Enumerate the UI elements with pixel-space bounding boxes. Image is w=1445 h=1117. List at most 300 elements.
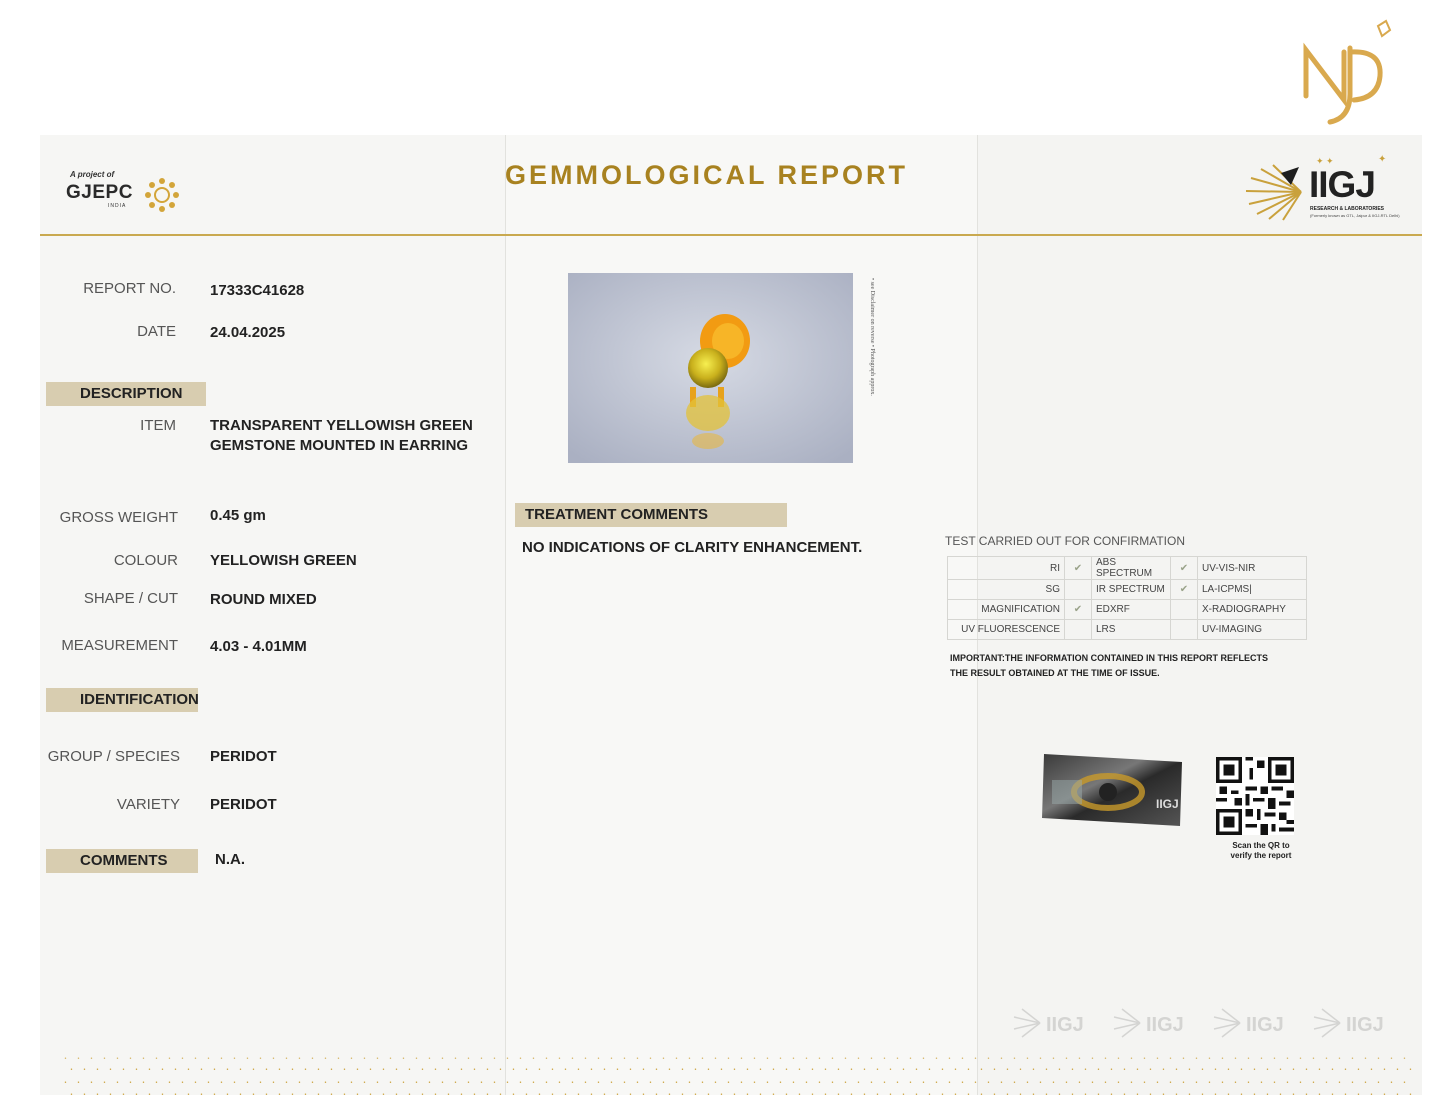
star-icon: • xyxy=(200,1092,203,1098)
star-icon: • xyxy=(1045,1067,1048,1073)
star-icon: • xyxy=(1312,1056,1315,1062)
star-icon: • xyxy=(623,1080,626,1086)
star-icon: • xyxy=(1214,1067,1217,1073)
star-icon: • xyxy=(655,1092,658,1098)
star-icon: • xyxy=(1039,1080,1042,1086)
measurement-label: MEASUREMENT xyxy=(61,637,178,654)
star-icon: • xyxy=(207,1080,210,1086)
star-icon: • xyxy=(1331,1092,1334,1098)
star-icon: • xyxy=(194,1056,197,1062)
star-icon: • xyxy=(1065,1056,1068,1062)
star-icon: • xyxy=(909,1080,912,1086)
star-icon: • xyxy=(766,1080,769,1086)
star-icon: • xyxy=(590,1067,593,1073)
star-icon: • xyxy=(727,1080,730,1086)
star-icon: • xyxy=(298,1080,301,1086)
gross-weight-label: GROSS WEIGHT xyxy=(59,509,178,526)
star-icon: • xyxy=(948,1080,951,1086)
star-icon: • xyxy=(402,1080,405,1086)
star-icon: • xyxy=(402,1056,405,1062)
star-icon: • xyxy=(551,1067,554,1073)
star-icon: • xyxy=(1188,1067,1191,1073)
star-icon: • xyxy=(129,1056,132,1062)
star-icon: • xyxy=(298,1056,301,1062)
star-icon: • xyxy=(649,1056,652,1062)
star-icon: • xyxy=(83,1092,86,1098)
star-icon: • xyxy=(941,1092,944,1098)
star-icon: • xyxy=(1221,1056,1224,1062)
star-icon: • xyxy=(486,1067,489,1073)
test-name: EDXRF xyxy=(1092,600,1171,620)
star-icon: • xyxy=(818,1056,821,1062)
star-icon: • xyxy=(564,1067,567,1073)
iigj-star-icon: ✦ xyxy=(1378,154,1387,165)
header-divider xyxy=(40,234,1422,236)
test-name: RI xyxy=(948,557,1065,580)
star-icon: • xyxy=(857,1080,860,1086)
test-name: UV-IMAGING xyxy=(1198,620,1307,640)
star-icon: • xyxy=(70,1092,73,1098)
star-icon: • xyxy=(1110,1092,1113,1098)
star-icon: • xyxy=(1351,1080,1354,1086)
star-icon: • xyxy=(122,1092,125,1098)
star-icon: • xyxy=(1013,1080,1016,1086)
star-icon: • xyxy=(1026,1080,1029,1086)
star-icon: • xyxy=(681,1092,684,1098)
star-icon: • xyxy=(441,1080,444,1086)
star-icon: • xyxy=(850,1067,853,1073)
star-icon: • xyxy=(928,1067,931,1073)
star-icon: • xyxy=(1143,1080,1146,1086)
star-icon: • xyxy=(382,1092,385,1098)
star-icon: • xyxy=(922,1080,925,1086)
star-icon: • xyxy=(1383,1067,1386,1073)
star-icon: • xyxy=(935,1056,938,1062)
star-icon: • xyxy=(428,1080,431,1086)
star-icon: • xyxy=(324,1080,327,1086)
star-icon: • xyxy=(96,1092,99,1098)
star-icon: • xyxy=(174,1067,177,1073)
iigj-watermark-icon xyxy=(1110,1005,1200,1041)
item-value-line1: TRANSPARENT YELLOWISH GREEN xyxy=(210,417,473,434)
star-icon: • xyxy=(980,1067,983,1073)
star-icon: • xyxy=(356,1067,359,1073)
star-icon: • xyxy=(1006,1092,1009,1098)
star-icon: • xyxy=(486,1092,489,1098)
star-icon: • xyxy=(974,1080,977,1086)
star-icon: • xyxy=(551,1092,554,1098)
star-icon: • xyxy=(662,1080,665,1086)
colour-value: YELLOWISH GREEN xyxy=(210,552,357,569)
star-icon: • xyxy=(941,1067,944,1073)
star-icon: • xyxy=(642,1067,645,1073)
iigj-watermark-icon xyxy=(1310,1005,1400,1041)
star-icon: • xyxy=(1253,1092,1256,1098)
star-icon: • xyxy=(967,1067,970,1073)
star-icon: • xyxy=(532,1056,535,1062)
star-icon: • xyxy=(545,1080,548,1086)
star-icon: • xyxy=(109,1092,112,1098)
colour-label: COLOUR xyxy=(113,552,178,569)
star-icon: • xyxy=(1084,1092,1087,1098)
star-icon: • xyxy=(759,1092,762,1098)
star-icon: • xyxy=(1097,1067,1100,1073)
star-icon: • xyxy=(519,1056,522,1062)
star-icon: • xyxy=(395,1092,398,1098)
star-icon: • xyxy=(668,1067,671,1073)
star-icon: • xyxy=(148,1067,151,1073)
star-icon: • xyxy=(707,1092,710,1098)
star-icon: • xyxy=(1279,1067,1282,1073)
star-icon: • xyxy=(213,1092,216,1098)
variety-value: PERIDOT xyxy=(210,796,277,813)
star-icon: • xyxy=(779,1080,782,1086)
star-icon: • xyxy=(70,1067,73,1073)
star-icon: • xyxy=(1052,1080,1055,1086)
date-value: 24.04.2025 xyxy=(210,324,286,341)
gjepc-name: GJEPC xyxy=(66,182,133,203)
star-icon: • xyxy=(233,1080,236,1086)
star-icon: • xyxy=(103,1080,106,1086)
star-icon: • xyxy=(584,1056,587,1062)
test-name: SG xyxy=(948,580,1065,600)
star-icon: • xyxy=(135,1067,138,1073)
star-icon: • xyxy=(226,1067,229,1073)
test-name: UV-VIS-NIR xyxy=(1198,557,1307,580)
star-icon: • xyxy=(135,1092,138,1098)
star-icon: • xyxy=(675,1056,678,1062)
star-icon: • xyxy=(428,1056,431,1062)
star-icon: • xyxy=(1065,1080,1068,1086)
star-icon: • xyxy=(1195,1056,1198,1062)
star-icon: • xyxy=(993,1092,996,1098)
star-icon: • xyxy=(883,1080,886,1086)
check-icon: ✔ xyxy=(1171,580,1198,600)
svg-text:• see Disclaimer on reverse •: • see Disclaimer on reverse • Photograph approx. xyxy=(869,278,875,396)
star-icon: • xyxy=(740,1080,743,1086)
star-icon: • xyxy=(64,1080,67,1086)
star-icon: • xyxy=(1344,1092,1347,1098)
star-icon: • xyxy=(688,1056,691,1062)
star-icon: • xyxy=(252,1067,255,1073)
star-icon: • xyxy=(870,1080,873,1086)
star-icon: • xyxy=(415,1080,418,1086)
star-icon: • xyxy=(655,1067,658,1073)
star-icon: • xyxy=(1247,1080,1250,1086)
test-name: MAGNIFICATION xyxy=(948,600,1065,620)
star-icon: • xyxy=(811,1067,814,1073)
star-icon: • xyxy=(473,1092,476,1098)
star-icon: • xyxy=(850,1092,853,1098)
star-icon: • xyxy=(532,1080,535,1086)
star-icon: • xyxy=(876,1092,879,1098)
star-icon: • xyxy=(246,1056,249,1062)
star-icon: • xyxy=(519,1080,522,1086)
group-species-label: GROUP / SPECIES xyxy=(47,748,180,765)
star-icon: • xyxy=(1234,1080,1237,1086)
star-icon: • xyxy=(434,1067,437,1073)
star-icon: • xyxy=(1052,1056,1055,1062)
item-label: ITEM xyxy=(140,417,176,434)
star-icon: • xyxy=(1156,1056,1159,1062)
comments-value: N.A. xyxy=(215,851,245,868)
star-icon: • xyxy=(1390,1080,1393,1086)
star-icon: • xyxy=(1097,1092,1100,1098)
star-icon: • xyxy=(629,1092,632,1098)
star-icon: • xyxy=(1299,1056,1302,1062)
star-icon: • xyxy=(376,1080,379,1086)
star-icon: • xyxy=(961,1080,964,1086)
star-icon: • xyxy=(675,1080,678,1086)
check-icon: ✔ xyxy=(1171,557,1198,580)
star-icon: • xyxy=(798,1067,801,1073)
star-icon: • xyxy=(382,1067,385,1073)
star-icon: • xyxy=(688,1080,691,1086)
star-icon: • xyxy=(142,1080,145,1086)
shape-cut-value: ROUND MIXED xyxy=(210,591,317,608)
star-icon: • xyxy=(922,1056,925,1062)
star-icon: • xyxy=(1403,1056,1406,1062)
star-icon: • xyxy=(772,1092,775,1098)
star-icon: • xyxy=(408,1067,411,1073)
star-icon: • xyxy=(1136,1067,1139,1073)
star-icon: • xyxy=(610,1056,613,1062)
star-icon: • xyxy=(733,1067,736,1073)
iigj-watermark-icon xyxy=(1010,1005,1100,1041)
date-label: DATE xyxy=(137,323,176,340)
star-icon: • xyxy=(844,1080,847,1086)
star-icon: • xyxy=(987,1080,990,1086)
star-icon: • xyxy=(1266,1092,1269,1098)
star-icon: • xyxy=(181,1080,184,1086)
star-icon: • xyxy=(558,1080,561,1086)
star-icon: • xyxy=(1195,1080,1198,1086)
star-icon: • xyxy=(272,1056,275,1062)
star-icon: • xyxy=(863,1092,866,1098)
measurement-value: 4.03 - 4.01MM xyxy=(210,638,307,655)
hologram-seal-icon xyxy=(1038,750,1186,828)
star-icon: • xyxy=(707,1067,710,1073)
test-name: X-RADIOGRAPHY xyxy=(1198,600,1307,620)
item-value-line2: GEMSTONE MOUNTED IN EARRING xyxy=(210,437,469,454)
star-icon: • xyxy=(96,1067,99,1073)
star-icon: • xyxy=(116,1080,119,1086)
star-icon: • xyxy=(1104,1080,1107,1086)
fold-line-left xyxy=(505,135,506,1095)
star-icon: • xyxy=(447,1092,450,1098)
star-icon: • xyxy=(1058,1092,1061,1098)
star-icon: • xyxy=(304,1092,307,1098)
star-icon: • xyxy=(1078,1056,1081,1062)
star-icon: • xyxy=(954,1092,957,1098)
star-icon: • xyxy=(746,1067,749,1073)
star-icon: • xyxy=(1273,1056,1276,1062)
star-icon: • xyxy=(948,1056,951,1062)
star-icon: • xyxy=(1000,1080,1003,1086)
star-icon: • xyxy=(389,1056,392,1062)
table-row xyxy=(948,557,1307,580)
star-icon: • xyxy=(805,1056,808,1062)
star-icon: • xyxy=(473,1067,476,1073)
star-icon: • xyxy=(538,1067,541,1073)
star-icon: • xyxy=(512,1092,515,1098)
star-icon: • xyxy=(1175,1092,1178,1098)
star-icon: • xyxy=(772,1067,775,1073)
star-icon: • xyxy=(1013,1056,1016,1062)
star-icon: • xyxy=(915,1067,918,1073)
iigj-watermark-icon xyxy=(1210,1005,1300,1041)
star-icon: • xyxy=(577,1092,580,1098)
star-icon: • xyxy=(831,1056,834,1062)
iigj-subtitle: RESEARCH & LABORATORIES xyxy=(1310,206,1384,212)
photo-disclaimer-note xyxy=(862,278,874,433)
star-icon: • xyxy=(161,1092,164,1098)
star-icon: • xyxy=(291,1067,294,1073)
star-icon: • xyxy=(662,1056,665,1062)
star-icon: • xyxy=(590,1092,593,1098)
star-icon: • xyxy=(759,1067,762,1073)
star-icon: • xyxy=(1208,1056,1211,1062)
star-icon: • xyxy=(1396,1092,1399,1098)
star-icon: • xyxy=(701,1056,704,1062)
qr-caption xyxy=(1228,841,1294,861)
star-icon: • xyxy=(395,1067,398,1073)
star-icon: • xyxy=(746,1092,749,1098)
star-icon: • xyxy=(454,1056,457,1062)
star-icon: • xyxy=(83,1067,86,1073)
star-icon: • xyxy=(239,1092,242,1098)
star-icon: • xyxy=(798,1092,801,1098)
qr-code-icon xyxy=(1216,757,1294,835)
iigj-sunburst-icon xyxy=(1243,163,1303,221)
star-icon: • xyxy=(694,1092,697,1098)
star-icon: • xyxy=(1156,1080,1159,1086)
star-icon: • xyxy=(1266,1067,1269,1073)
star-icon: • xyxy=(1162,1092,1165,1098)
star-icon: • xyxy=(1000,1056,1003,1062)
star-icon: • xyxy=(207,1056,210,1062)
decorative-star-border xyxy=(60,1052,1412,1098)
iigj-note: (Formerly known as GTL, Jaipur & IIGJ-RTL Delhi) xyxy=(1310,213,1400,218)
star-icon: • xyxy=(1299,1080,1302,1086)
star-icon: • xyxy=(863,1067,866,1073)
tests-title: TEST CARRIED OUT FOR CONFIRMATION xyxy=(945,534,1186,548)
star-icon: • xyxy=(1208,1080,1211,1086)
star-icon: • xyxy=(714,1080,717,1086)
star-icon: • xyxy=(1286,1080,1289,1086)
group-species-value: PERIDOT xyxy=(210,748,277,765)
star-icon: • xyxy=(480,1080,483,1086)
star-icon: • xyxy=(616,1092,619,1098)
star-icon: • xyxy=(1071,1067,1074,1073)
star-icon: • xyxy=(545,1056,548,1062)
star-icon: • xyxy=(792,1056,795,1062)
description-heading: DESCRIPTION xyxy=(46,382,206,406)
star-icon: • xyxy=(447,1067,450,1073)
table-row xyxy=(948,580,1307,600)
star-icon: • xyxy=(584,1080,587,1086)
star-icon: • xyxy=(805,1080,808,1086)
star-icon: • xyxy=(603,1067,606,1073)
star-icon: • xyxy=(337,1080,340,1086)
star-icon: • xyxy=(363,1056,366,1062)
star-icon: • xyxy=(915,1092,918,1098)
test-name: IR SPECTRUM xyxy=(1092,580,1171,600)
star-icon: • xyxy=(902,1067,905,1073)
star-icon: • xyxy=(616,1067,619,1073)
star-icon: • xyxy=(1351,1056,1354,1062)
star-icon: • xyxy=(1032,1067,1035,1073)
star-icon: • xyxy=(259,1080,262,1086)
star-icon: • xyxy=(1130,1056,1133,1062)
star-icon: • xyxy=(1123,1092,1126,1098)
star-icon: • xyxy=(499,1067,502,1073)
star-icon: • xyxy=(720,1067,723,1073)
star-icon: • xyxy=(1169,1080,1172,1086)
star-icon: • xyxy=(1091,1056,1094,1062)
star-icon: • xyxy=(792,1080,795,1086)
star-icon: • xyxy=(278,1067,281,1073)
star-icon: • xyxy=(753,1080,756,1086)
star-icon: • xyxy=(837,1067,840,1073)
star-icon: • xyxy=(733,1092,736,1098)
star-icon: • xyxy=(1201,1092,1204,1098)
test-name: UV FLUORESCENCE xyxy=(948,620,1065,640)
star-icon: • xyxy=(993,1067,996,1073)
star-icon: • xyxy=(1006,1067,1009,1073)
star-icon: • xyxy=(876,1067,879,1073)
star-icon: • xyxy=(1078,1080,1081,1086)
star-icon: • xyxy=(116,1056,119,1062)
star-icon: • xyxy=(824,1092,827,1098)
star-icon: • xyxy=(330,1067,333,1073)
star-icon: • xyxy=(727,1056,730,1062)
star-icon: • xyxy=(389,1080,392,1086)
star-icon: • xyxy=(1039,1056,1042,1062)
star-icon: • xyxy=(148,1092,151,1098)
star-icon: • xyxy=(1318,1092,1321,1098)
star-icon: • xyxy=(493,1080,496,1086)
star-icon: • xyxy=(577,1067,580,1073)
tests-table xyxy=(947,556,1307,640)
star-icon: • xyxy=(694,1067,697,1073)
star-icon: • xyxy=(844,1056,847,1062)
star-icon: • xyxy=(246,1080,249,1086)
star-icon: • xyxy=(1273,1080,1276,1086)
star-icon: • xyxy=(1136,1092,1139,1098)
gjepc-emblem-icon xyxy=(143,176,181,214)
star-icon: • xyxy=(421,1067,424,1073)
check-icon: ✔ xyxy=(1065,600,1092,620)
star-icon: • xyxy=(831,1080,834,1086)
iigj-name: IIGJ xyxy=(1309,164,1375,205)
star-icon: • xyxy=(785,1067,788,1073)
star-icon: • xyxy=(597,1080,600,1086)
star-icon: • xyxy=(1247,1056,1250,1062)
nj-logo-icon xyxy=(1298,18,1394,130)
star-icon: • xyxy=(499,1092,502,1098)
iigj-stars-icon: ✦ ✦ xyxy=(1316,156,1334,166)
star-icon: • xyxy=(1026,1056,1029,1062)
check-icon xyxy=(1065,580,1092,600)
check-icon xyxy=(1171,620,1198,640)
star-icon: • xyxy=(1084,1067,1087,1073)
star-icon: • xyxy=(1162,1067,1165,1073)
star-icon: • xyxy=(701,1080,704,1086)
star-icon: • xyxy=(896,1080,899,1086)
star-icon: • xyxy=(928,1092,931,1098)
svg-text:IIGJ: IIGJ xyxy=(1246,1014,1284,1036)
